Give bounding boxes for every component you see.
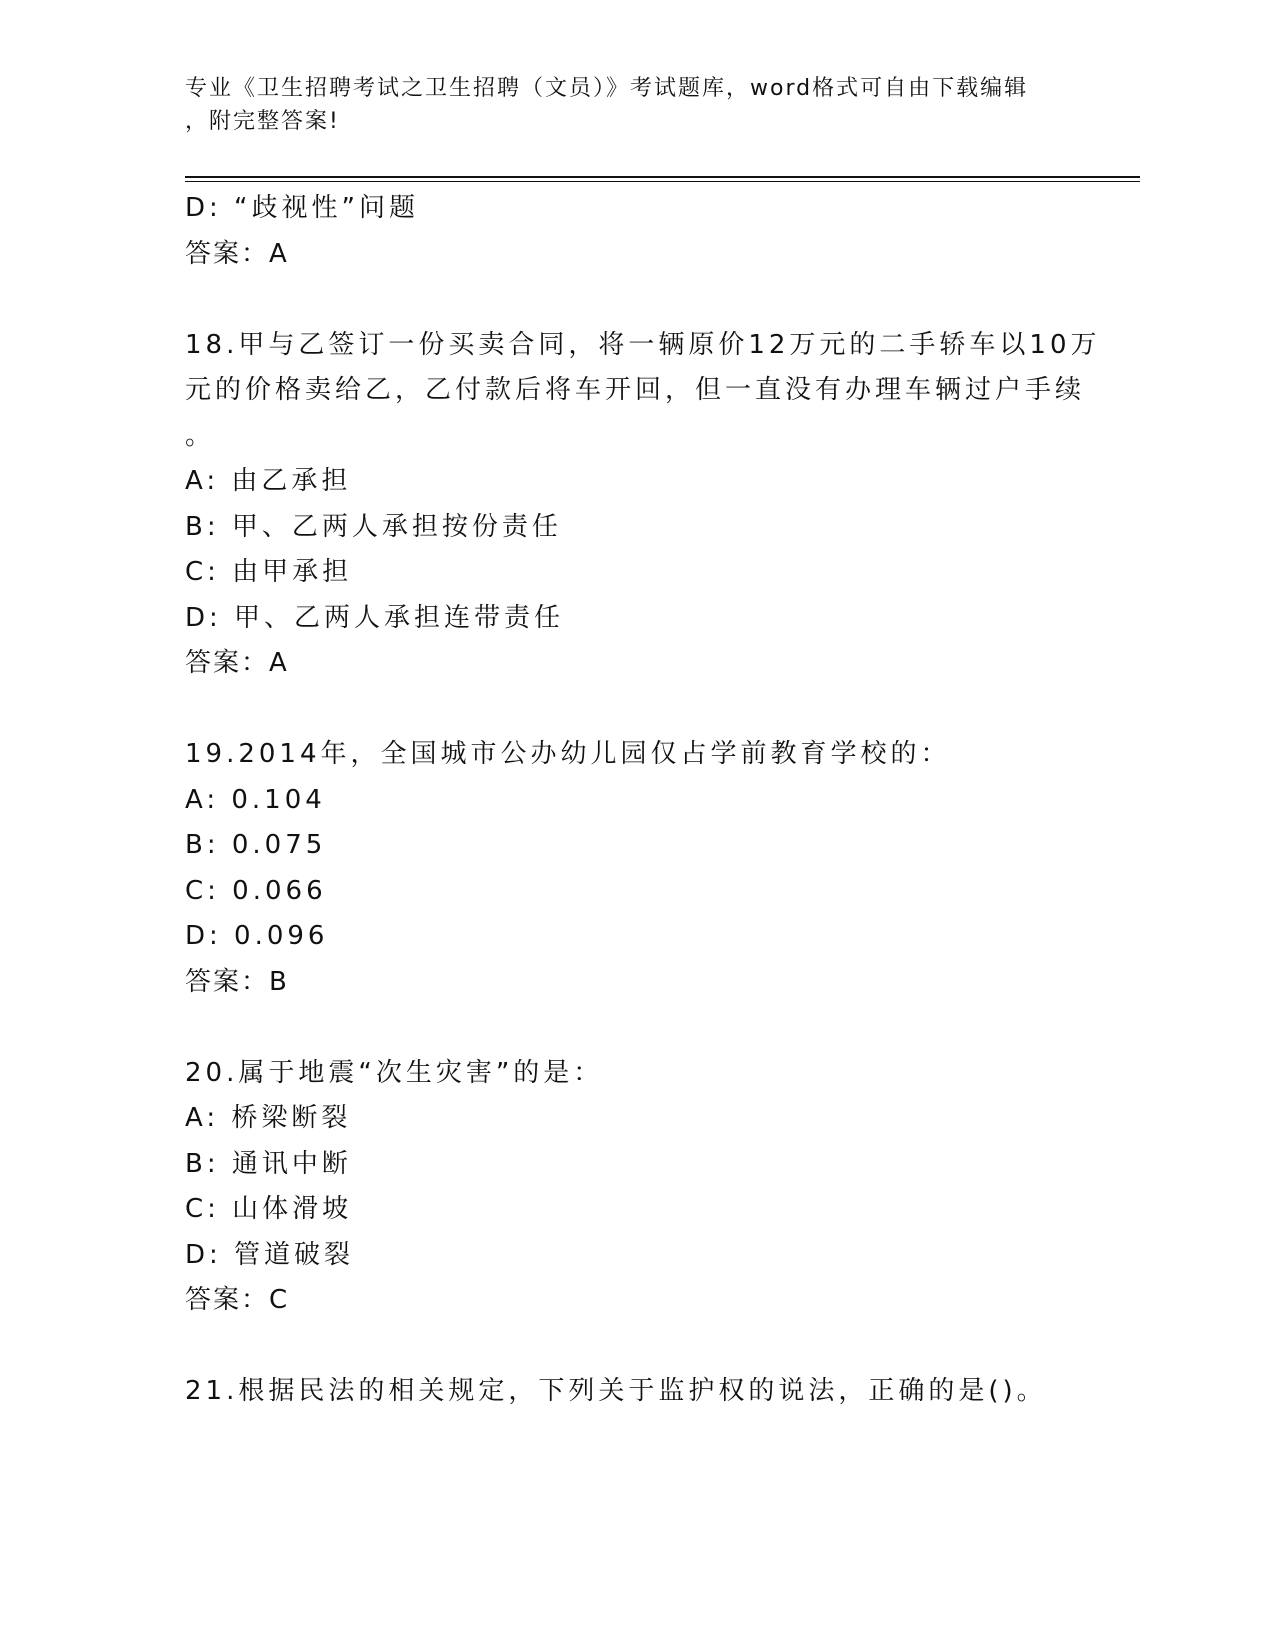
spacer — [185, 1005, 1085, 1051]
question-18-option-c: C: 由甲承担 — [185, 557, 353, 587]
question-18-option-b: B: 甲、乙两人承担按份责任 — [185, 511, 562, 542]
header-line-2: ，附完整答案! — [185, 109, 340, 134]
question-20-answer: 答案：C — [185, 1285, 290, 1315]
question-20-option-c: C: 山体滑坡 — [185, 1194, 353, 1224]
question-18-text-line-2: 元的价格卖给乙，乙付款后将车开回，但一直没有办理车辆过户手续 — [185, 375, 1086, 405]
spacer — [185, 687, 1085, 733]
spacer — [185, 1324, 1085, 1370]
document-header — [185, 72, 1065, 138]
header-rule-thin — [185, 181, 1140, 182]
header-line-1: 专业《卫生招聘考试之卫生招聘（文员）》考试题库，word格式可自由下载编辑 — [185, 76, 1029, 101]
question-18-text-line-3: 。 — [185, 420, 216, 451]
header-rule-thick — [185, 176, 1140, 178]
prev-answer: 答案：A — [185, 238, 289, 269]
question-21 — [185, 1369, 1085, 1415]
question-20-option-d: D: 管道破裂 — [185, 1239, 355, 1270]
question-20-option-b: B: 通讯中断 — [185, 1148, 352, 1179]
question-18-option-a: A: 由乙承担 — [185, 466, 352, 496]
question-19 — [185, 732, 1085, 1005]
question-20-text-line-1: 20.属于地震“次生灾害”的是： — [185, 1057, 604, 1088]
question-19-option-d: D: 0.096 — [185, 921, 329, 951]
question-18-answer: 答案：A — [185, 648, 289, 678]
question-20 — [185, 1051, 1085, 1324]
question-20-option-a: A: 桥梁断裂 — [185, 1103, 352, 1133]
spacer — [185, 277, 1085, 323]
question-21-text-line-1: 21.根据民法的相关规定，下列关于监护权的说法，正确的是()。 — [185, 1376, 1047, 1406]
question-19-answer: 答案：B — [185, 966, 289, 997]
question-18 — [185, 323, 1101, 687]
question-18-option-d: D: 甲、乙两人承担连带责任 — [185, 602, 565, 633]
question-18-text-line-1: 18.甲与乙签订一份买卖合同，将一辆原价12万元的二手轿车以10万 — [185, 329, 1101, 360]
question-19-option-a: A: 0.104 — [185, 784, 326, 815]
question-19-option-c: C: 0.066 — [185, 875, 327, 906]
question-19-option-b: B: 0.075 — [185, 830, 327, 860]
question-19-text-line-1: 19.2014年，全国城市公办幼儿园仅占学前教育学校的： — [185, 739, 951, 769]
document-body — [185, 186, 1101, 1415]
prev-option-d: D: “歧视性”问题 — [185, 193, 419, 223]
